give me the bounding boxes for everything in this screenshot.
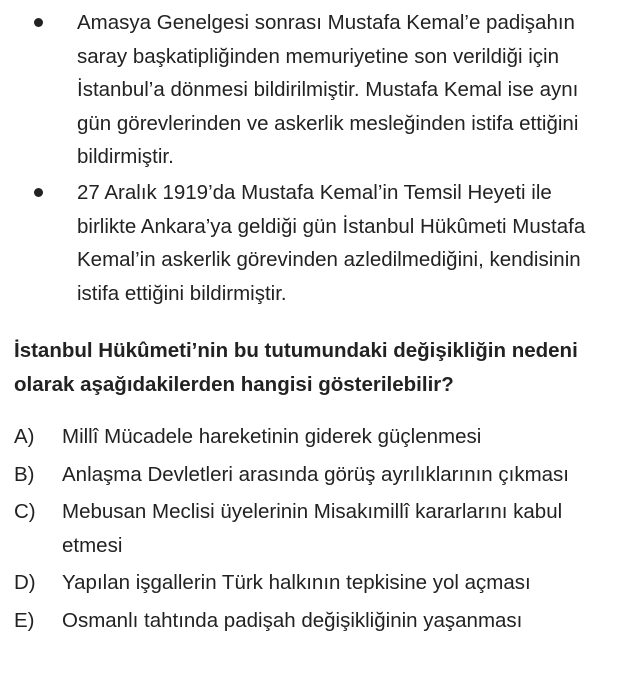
premise-text-1: Amasya Genelgesi sonrası Mustafa Kemal’e padişahın saray başkatipliğinden memuriyetine son verildiği için İstanbul’a dönmesi bildirilmiştir. Mustafa Kemal ise aynı gün görevlerinden ve askerlik mesleğinden istifa ettiğini bildirmiştir.	[77, 11, 579, 169]
option-text-e: Osmanlı tahtında padişah değişikliğinin yaşanması	[62, 608, 523, 632]
premise-text-2: 27 Aralık 1919’da Mustafa Kemal’in Temsil Heyeti ile birlikte Ankara’ya geldiği gün İstanbul Hükûmeti Mustafa Kemal’in askerlik görevinden azledilmediğini, kendisinin istifa ettiğini bildirmiştir.	[77, 180, 586, 305]
option-text-a: Millî Mücadele hareketinin giderek güçlenmesi	[62, 425, 482, 448]
bullet-icon	[34, 188, 43, 197]
option-letter-e: E)	[14, 608, 35, 632]
question-stem: İstanbul Hükûmeti’nin bu tutumundaki değişikliğin nedeni olarak aşağıdakilerden hangisi gösterilebilir?	[14, 339, 578, 396]
bullet-icon	[34, 18, 43, 27]
option-letter-a: A)	[14, 425, 35, 448]
option-d[interactable]	[0, 566, 621, 600]
option-text-b: Anlaşma Devletleri arasında görüş ayrılıklarının çıkması	[62, 462, 570, 486]
premise-item-2	[0, 176, 621, 310]
option-e[interactable]	[0, 604, 621, 638]
option-a[interactable]	[0, 420, 621, 454]
option-letter-c: C)	[14, 500, 36, 524]
option-letter-b: B)	[14, 462, 35, 486]
option-text-c: Mebusan Meclisi üyelerinin Misakımillî kararlarını kabul etmesi	[62, 500, 563, 557]
option-b[interactable]	[0, 458, 621, 492]
option-letter-d: D)	[14, 571, 36, 595]
premise-item-1	[0, 6, 621, 174]
answer-options	[0, 420, 621, 642]
option-text-d: Yapılan işgallerin Türk halkının tepkisine yol açması	[62, 571, 531, 595]
option-c[interactable]	[0, 495, 621, 562]
premise-list	[0, 6, 621, 312]
